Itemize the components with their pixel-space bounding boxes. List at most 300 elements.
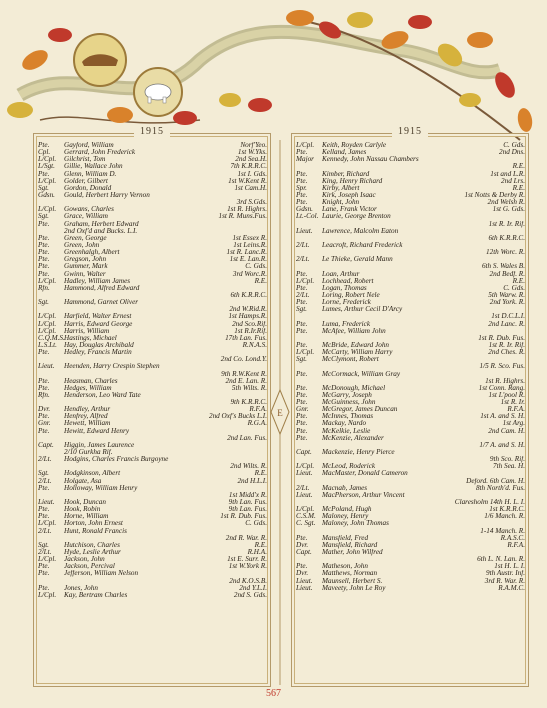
roll-entry — [296, 449, 525, 456]
entry-unit: 8th North'd. Fus. — [475, 484, 525, 492]
roll-entry — [38, 549, 267, 556]
entry-rank: Sgt. — [296, 306, 307, 314]
entry-rank: Pte. — [296, 149, 308, 157]
entry-name: Hook, Robin — [64, 506, 101, 514]
entry-rank — [38, 535, 64, 542]
entry-unit: 1st Notts & Derby R. — [464, 191, 525, 199]
entry-name — [64, 463, 228, 470]
roll-entry — [296, 199, 525, 206]
entry-unit: Deford. 6th Cam. H. — [466, 477, 525, 485]
entry-name: Hewitt, Edward Henry — [64, 427, 130, 435]
roll-entry — [38, 470, 267, 477]
page-number: 567 — [266, 688, 281, 699]
entry-name: McGuinness, John — [322, 399, 376, 407]
entry-unit: 2nd Sco.Rif. — [232, 320, 267, 328]
roll-entry — [38, 442, 267, 449]
entry-name: Lochhead, Robert — [322, 277, 374, 285]
entry-rank: Dvr. — [38, 406, 51, 414]
roll-entry — [38, 299, 267, 306]
entry-unit: R.E. — [512, 277, 525, 285]
entry-name: McCarty, William Harry — [322, 349, 393, 357]
entry-unit: 1st R. Dub. Fus. — [478, 334, 525, 342]
entry-unit: 2nd Wilts. R. — [230, 463, 267, 471]
roll-entry — [38, 563, 267, 570]
roll-entry — [38, 478, 267, 485]
entry-unit: 2nd Sea.H. — [235, 156, 267, 164]
entry-name: Lawrence, Malcolm Eaton — [322, 227, 399, 235]
roll-entry — [296, 470, 525, 477]
entry-unit — [265, 221, 267, 228]
entry-unit: 2nd Lrs. — [501, 177, 525, 185]
entry-name: Maunsell, Herbert S. — [322, 577, 383, 585]
entry-name: Lumes, Arthur Cecil D'Arcy — [322, 306, 403, 314]
entry-unit — [523, 242, 525, 249]
entry-rank: Lieut. — [296, 577, 313, 585]
entry-name: Loan, Arthur — [322, 270, 360, 278]
roll-entry — [296, 356, 525, 363]
entry-rank: Pte. — [296, 320, 308, 328]
entry-name — [322, 363, 477, 370]
entry-unit: 9th Sco. Rif. — [489, 456, 525, 464]
entry-name — [322, 235, 486, 242]
entry-unit — [523, 435, 525, 442]
entry-name — [64, 399, 228, 406]
entry-name: Holloway, William Henry — [64, 484, 138, 492]
entry-rank: Sgt. — [38, 184, 49, 192]
entry-unit: 1st L'pool R. — [488, 391, 525, 399]
entry-rank — [296, 335, 322, 342]
entry-name: McAfee, William John — [322, 327, 386, 335]
entry-rank — [296, 313, 322, 320]
entry-name — [64, 435, 225, 442]
roll-entry — [296, 456, 525, 463]
entry-rank: L/Cpl. — [38, 320, 57, 328]
roll-entry — [296, 378, 525, 385]
entry-rank — [296, 556, 322, 563]
roll-entry — [38, 492, 267, 499]
entry-name: Mansfield, Fred — [322, 534, 369, 542]
roll-entry — [296, 506, 525, 513]
entry-rank: Pte. — [38, 377, 50, 385]
entry-name — [322, 263, 480, 270]
roll-entry — [296, 335, 525, 342]
entry-name: McDonough, Michael — [322, 384, 386, 392]
entry-name: Hadley, William James — [64, 277, 131, 285]
roll-entry — [38, 249, 267, 256]
entry-rank — [296, 235, 322, 242]
right-column — [291, 126, 529, 687]
entry-name: Laurie, George Brenton — [322, 213, 391, 221]
entry-rank: 2/Lt. — [38, 527, 52, 535]
entry-rank: Pte. — [296, 284, 308, 292]
roll-entry — [296, 142, 525, 149]
entry-name — [322, 478, 464, 485]
entry-unit — [523, 549, 525, 556]
entry-rank: Pte. — [296, 420, 308, 428]
roll-entry — [296, 321, 525, 328]
entry-name: Loring, Robert Nele — [322, 291, 380, 299]
roll-entry — [38, 213, 267, 220]
entry-rank: L/Cpl. — [38, 327, 57, 335]
entry-unit: 1st R. Highrs. — [227, 206, 267, 214]
entry-rank: Sgt. — [296, 356, 307, 364]
entry-rank: Pte. — [38, 142, 50, 149]
roll-entry — [38, 428, 267, 435]
entry-unit: 9th Lan. Fus. — [228, 506, 267, 514]
right-roll — [296, 142, 525, 592]
entry-name — [64, 535, 224, 542]
entry-rank: 2/Lt. — [296, 484, 310, 492]
roll-entry — [296, 306, 525, 313]
entry-name: Horne, William — [64, 513, 109, 521]
entry-unit: 1st R. Dub. Fus. — [220, 513, 267, 521]
roll-entry — [296, 563, 525, 570]
entry-rank: Pte. — [296, 534, 308, 542]
roll-entry — [38, 242, 267, 249]
entry-name: Kirk, Joseph Isaac — [322, 191, 376, 199]
roll-entry — [38, 363, 267, 370]
entry-unit: R.E. — [512, 163, 525, 171]
entry-rank: Pte. — [296, 384, 308, 392]
entry-name: Leacroft, Richard Frederick — [322, 241, 403, 249]
roll-entry — [38, 556, 267, 563]
roll-entry — [296, 371, 525, 378]
entry-rank: Pte. — [296, 341, 308, 349]
entry-unit: 2nd Cam. H. — [488, 427, 525, 435]
entry-name — [64, 356, 219, 363]
roll-entry — [38, 171, 267, 178]
roll-entry — [38, 578, 267, 585]
entry-name: Le Thieke, Gerald Mann — [322, 256, 393, 264]
entry-name: Kirby, Albert — [322, 184, 360, 192]
entry-unit — [265, 392, 267, 399]
entry-rank — [38, 435, 64, 442]
roll-entry — [296, 163, 525, 170]
tiger-badge-icon — [74, 34, 126, 86]
entry-name: Gilchrist, Tom — [64, 156, 106, 164]
entry-name: Matheson, John — [322, 563, 368, 571]
entry-name: Graham, Herbert Edward — [64, 220, 139, 228]
roll-entry — [296, 363, 525, 370]
roll-entry — [38, 406, 267, 413]
entry-rank: 2/Lt. — [296, 256, 310, 264]
roll-entry — [38, 278, 267, 285]
entry-unit: 2nd York. R. — [489, 299, 525, 307]
roll-entry — [38, 456, 267, 463]
roll-entry — [296, 513, 525, 520]
roll-entry — [296, 285, 525, 292]
entry-rank — [38, 292, 64, 299]
entry-rank — [296, 363, 322, 370]
roll-entry — [38, 342, 267, 349]
entry-name: Hammond, Alfred Edward — [64, 284, 140, 292]
entry-rank — [296, 456, 322, 463]
roll-entry — [38, 378, 267, 385]
roll-entry — [38, 235, 267, 242]
roll-entry — [38, 271, 267, 278]
entry-unit: 6th K.R.R.C. — [230, 291, 267, 299]
roll-entry — [296, 221, 525, 228]
entry-rank: L.S.Lt. — [38, 341, 57, 349]
entry-unit — [265, 363, 267, 370]
roll-entry — [296, 263, 525, 270]
entry-name: Mansfield, Richard — [322, 541, 378, 549]
entry-unit: 17th Lan. Fus. — [225, 334, 267, 342]
entry-rank: Rfn. — [38, 284, 50, 292]
entry-unit: 2nd W.Rid.R. — [229, 306, 267, 314]
entry-unit — [265, 570, 267, 577]
left-roll — [38, 142, 267, 599]
entry-rank: Pte. — [38, 427, 50, 435]
entry-rank: L/Cpl. — [38, 177, 57, 185]
entry-unit: 1st R. Ir. — [500, 399, 525, 407]
entry-name: Jackson, Percival — [64, 563, 115, 571]
entry-rank — [296, 478, 322, 485]
entry-name — [322, 528, 478, 535]
entry-rank: C.S.M. — [296, 513, 316, 521]
entry-name: Gordon, Donald — [64, 184, 112, 192]
entry-unit — [523, 470, 525, 477]
entry-rank: Pte. — [38, 513, 50, 521]
roll-entry — [38, 392, 267, 399]
entry-rank: Pte. — [38, 413, 50, 421]
roll-entry — [296, 313, 525, 320]
entry-name: Higgin, James Laurence — [64, 441, 135, 449]
entry-rank: Pte. — [38, 484, 50, 492]
roll-entry — [296, 499, 525, 506]
entry-rank: L/Cpl. — [296, 463, 315, 471]
entry-rank: Lieut. — [296, 491, 313, 499]
year-heading-right: 1915 — [392, 126, 428, 137]
roll-entry — [38, 328, 267, 335]
entry-rank: Dvr. — [296, 541, 309, 549]
entry-rank: Pte. — [296, 177, 308, 185]
entry-name: Mackenzie, Henry Pierce — [322, 449, 395, 457]
roll-entry — [38, 292, 267, 299]
entry-name: Heasman, Charles — [64, 377, 118, 385]
entry-rank: Pte. — [38, 570, 50, 578]
entry-name: Horton, John Ernest — [64, 520, 123, 528]
entry-rank — [296, 163, 322, 170]
entry-rank: Pte. — [296, 199, 308, 207]
entry-name: Hendley, Arthur — [64, 406, 111, 414]
entry-unit: 1st K.R.R.C. — [489, 506, 525, 514]
entry-rank: 2/Lt. — [296, 241, 310, 249]
entry-name: Mackay, Nardo — [322, 420, 367, 428]
entry-unit: 1st G. Gds. — [492, 206, 525, 214]
roll-entry — [296, 542, 525, 549]
entry-rank: Major — [296, 156, 314, 164]
entry-unit: R.F.A. — [249, 406, 267, 414]
entry-name: Hedges, William — [64, 384, 112, 392]
entry-unit: 1-14 Manch. R. — [480, 527, 525, 535]
svg-text:E: E — [277, 408, 283, 418]
entry-rank: Pte. — [38, 234, 50, 242]
entry-unit — [265, 442, 267, 449]
roll-entry — [296, 213, 525, 220]
left-column — [33, 126, 271, 687]
entry-unit: 2nd Welsh R. — [487, 199, 525, 207]
entry-rank: Pte. — [38, 270, 50, 278]
entry-name: Matthews, Norman — [322, 570, 378, 578]
roll-entry — [296, 528, 525, 535]
entry-name: Hodgins, Charles Francis Burgoyne — [64, 456, 169, 464]
entry-unit: 1st Midd'x R. — [228, 491, 267, 499]
entry-unit — [523, 371, 525, 378]
entry-unit — [523, 228, 525, 235]
entry-unit: 1st R. Ir. Rif. — [488, 341, 525, 349]
entry-unit: 5th Warw. R. — [488, 291, 525, 299]
entry-name: McBride, Edward John — [322, 341, 390, 349]
entry-name — [322, 335, 476, 342]
entry-rank: Gdsn. — [38, 191, 55, 199]
entry-rank: Dvr. — [296, 570, 309, 578]
entry-rank — [296, 442, 322, 449]
entry-rank — [296, 499, 322, 506]
entry-name: Greenhalgh, Albert — [64, 249, 120, 257]
entry-unit: 1st W.York R. — [228, 563, 267, 571]
monogram-icon — [269, 140, 291, 685]
entry-rank: L/Cpl. — [296, 277, 315, 285]
entry-unit: 1st I. Gds. — [237, 170, 267, 178]
entry-rank: L/Cpl. — [296, 506, 315, 514]
roll-entry — [296, 328, 525, 335]
entry-rank: Pte. — [296, 191, 308, 199]
entry-unit: 1/5 R. Sco. Fus. — [479, 363, 525, 371]
entry-name: 2/10 Gurkha Rif. — [64, 449, 113, 457]
entry-unit: 12th Worc. R. — [486, 249, 525, 257]
roll-entry — [38, 263, 267, 270]
entry-rank — [296, 249, 322, 256]
entry-unit: 1/6 Manch. R. — [484, 513, 525, 521]
roll-entry — [296, 292, 525, 299]
entry-rank: Pte. — [38, 349, 50, 357]
entry-rank: Lieut. — [296, 584, 313, 592]
entry-rank: Cpl. — [38, 149, 51, 157]
entry-unit: R.A.S.C. — [500, 534, 525, 542]
entry-rank: Gdsn. — [296, 206, 313, 214]
entry-name: Luma, Frederick — [322, 320, 371, 328]
entry-unit — [265, 528, 267, 535]
entry-name: Gwinn, Walter — [64, 270, 106, 278]
entry-rank: Lieut. — [38, 363, 55, 371]
entry-name — [322, 456, 488, 463]
entry-unit — [523, 356, 525, 363]
entry-rank: Pte. — [296, 399, 308, 407]
entry-unit: 9th Lan. Fus. — [228, 499, 267, 507]
entry-rank: Pte. — [38, 506, 50, 514]
entry-name: Kimber, Richard — [322, 170, 370, 178]
entry-rank: L/Cpl. — [38, 206, 57, 214]
entry-name: Grace, William — [64, 213, 108, 221]
entry-unit — [265, 228, 267, 235]
entry-rank: Pte. — [38, 563, 50, 571]
entry-name: Glenn, William D. — [64, 170, 117, 178]
roll-entry — [38, 371, 267, 378]
roll-entry — [38, 192, 267, 199]
roll-entry — [38, 156, 267, 163]
roll-entry — [38, 178, 267, 185]
entry-name: Gerrard, John Frederick — [64, 149, 136, 157]
roll-entry — [38, 185, 267, 192]
roll-entry — [296, 185, 525, 192]
entry-name: McKenzie, Alexander — [322, 434, 384, 442]
entry-unit: R.N.A.S. — [242, 341, 267, 349]
roll-entry — [38, 535, 267, 542]
roll-entry — [296, 299, 525, 306]
roll-entry — [38, 356, 267, 363]
roll-entry — [38, 463, 267, 470]
entry-name: Knight, John — [322, 199, 360, 207]
entry-rank: Pte. — [296, 327, 308, 335]
entry-name: Maveety, John Le Roy — [322, 584, 386, 592]
entry-rank: C. Sgt. — [296, 520, 316, 528]
entry-name — [322, 163, 511, 170]
entry-rank: Lieut. — [38, 499, 55, 507]
entry-name: Harfield, Walter Ernest — [64, 313, 132, 321]
entry-rank — [38, 306, 64, 313]
entry-name: Jackson, John — [64, 556, 105, 564]
entry-name: Hedley, Francis Martin — [64, 349, 132, 357]
entry-rank: Rfn. — [38, 391, 50, 399]
roll-entry — [38, 485, 267, 492]
entry-rank — [38, 371, 64, 378]
entry-name: McGarry, Joseph — [322, 391, 372, 399]
entry-rank: Pte. — [296, 270, 308, 278]
entry-unit: 3rd S.Gds. — [236, 199, 267, 207]
entry-rank: Pte. — [296, 370, 308, 378]
entry-rank: 2/Lt. — [38, 549, 52, 557]
entry-name — [64, 492, 227, 499]
entry-rank — [38, 463, 64, 470]
entry-name: Lane, Frank Victor — [322, 206, 377, 214]
roll-entry — [296, 413, 525, 420]
roll-entry — [296, 392, 525, 399]
entry-name: Gummer, Mark — [64, 263, 108, 271]
entry-unit: R.F.A. — [507, 406, 525, 414]
entry-unit: R.A.M.C. — [498, 584, 525, 592]
entry-name — [322, 221, 487, 228]
entry-rank: L/Cpl. — [38, 520, 57, 528]
entry-unit — [265, 192, 267, 199]
entry-unit: 1st H. L. I. — [494, 563, 525, 571]
roll-entry — [38, 520, 267, 527]
entry-unit: 2nd R. War. R. — [225, 534, 267, 542]
entry-rank: Pte. — [296, 299, 308, 307]
entry-rank: Pte. — [296, 434, 308, 442]
entry-name — [322, 313, 489, 320]
roll-entry — [38, 228, 267, 235]
entry-name: Harris, Edward George — [64, 320, 133, 328]
entry-unit: 6th L. N. Lan. R. — [477, 556, 525, 564]
entry-rank: Pte. — [296, 563, 308, 571]
entry-name: MacPherson, Arthur Vincent — [322, 491, 405, 499]
entry-name: Hewett, William — [64, 420, 111, 428]
entry-unit: 1st R.Ir.Rif. — [234, 327, 267, 335]
entry-unit: 1st D.C.L.I. — [491, 313, 525, 321]
roll-entry — [38, 313, 267, 320]
roll-entry — [296, 206, 525, 213]
entry-rank: Pte. — [38, 384, 50, 392]
entry-rank: Lieut. — [296, 227, 313, 235]
entry-name: Golder, Gilbert — [64, 177, 108, 185]
roll-entry — [296, 192, 525, 199]
entry-name: Logan, Thomas — [322, 284, 367, 292]
roll-entry — [296, 578, 525, 585]
entry-unit: 1st Cam.H. — [234, 184, 267, 192]
entry-unit: 1st W.Kent R. — [228, 177, 267, 185]
entry-name: Hammond, Garnet Oliver — [64, 299, 139, 307]
